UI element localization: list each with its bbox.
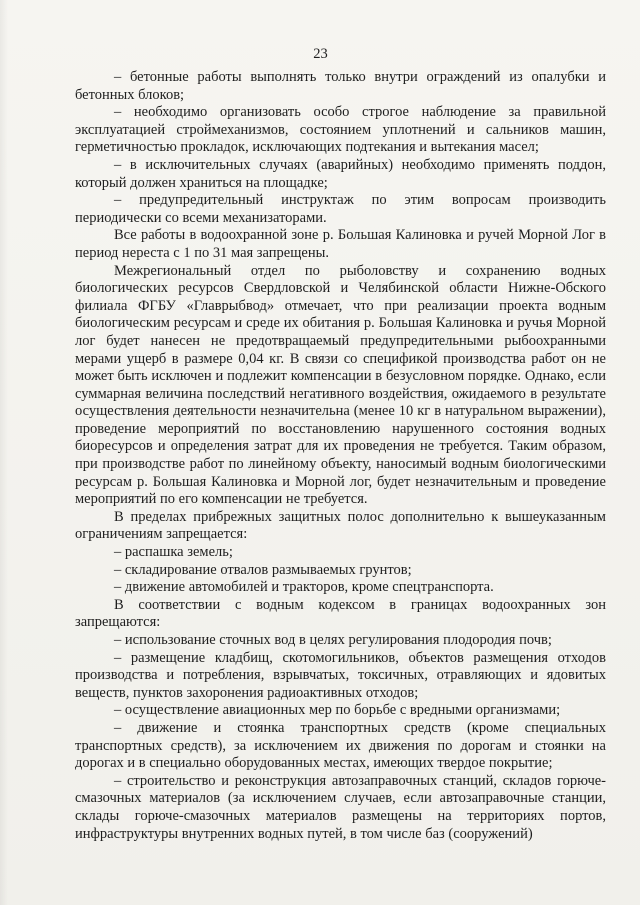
- page-edge-shadow: [0, 0, 8, 905]
- paragraph: – движение автомобилей и тракторов, кроме спецтранспорта.: [114, 579, 494, 596]
- paragraph: – движение и стоянка транспортных средств (кроме специальных транспортных средств), за исключением их движения по дорогам и стоянки на дорогах и в специально оборудованных местах, имеющих твердое покрытие;: [75, 719, 606, 772]
- paragraph: В соответствии с водным кодексом в границах водоохранных зон запрещаются:: [75, 596, 606, 631]
- page-number: 23: [313, 46, 328, 62]
- paragraph: – использование сточных вод в целях регулирования плодородия почв;: [114, 632, 552, 648]
- paragraph: Все работы в водоохранной зоне р. Большая Калиновка и ручей Морной Лог в период нереста с 1 по 31 мая запрещены.: [75, 227, 606, 261]
- paragraph: – осуществление авиационных мер по борьбе с вредными организмами;: [114, 702, 561, 719]
- document-body: [75, 69, 606, 843]
- paragraph: В пределах прибрежных защитных полос дополнительно к вышеуказанным ограничениям запрещается:: [75, 508, 606, 543]
- paragraph: – предупредительный инструктаж по этим вопросам производить периодически со всеми механизаторами.: [75, 192, 606, 226]
- paragraph: – бетонные работы выполнять только внутри ограждений из опалубки и бетонных блоков;: [75, 69, 606, 103]
- paragraph: – складирование отвалов размываемых грунтов;: [114, 561, 412, 578]
- paragraph: – размещение кладбищ, скотомогильников, объектов размещения отходов производства и потребления, взрывчатых, токсичных, отравляющих и ядовитых веществ, пунктов захоронения радиоактивных отходов;: [75, 649, 606, 701]
- paragraph: – необходимо организовать особо строгое наблюдение за правильной эксплуатацией строймеханизмов, состоянием уплотнений и сальников машин, герметичностью прокладок, исключающих подтекания и вытекания масел;: [75, 104, 606, 156]
- paragraph: Межрегиональный отдел по рыболовству и сохранению водных биологических ресурсов Свердловской и Челябинской области Нижне-Обского филиала ФГБУ «Главрыбвод» отмечает, что при реализации проекта водным биологическим ресурсам и среде их обитания р. Большая Калиновка и ручья Морной лог будет нанесен не предотвращаемый предупредительными рыбоохранными мерами ущерб в размере 0,04 кг. В связи со спецификой производства работ он не может быть исключен и подлежит компенсации в безусловном порядке. Однако, если суммарная величина последствий негативного воздействия, ожидаемого в результате осуществления деятельности незначительна (менее 10 кг в натуральном выражении), проведение мероприятий по восстановлению нарушенного состояния водных биоресурсов и определения затрат для их проведения не требуется. Таким образом, при производстве работ по линейному объекту, наносимый водным биологическими ресурсам р. Большая Калиновка и Морной лог, будет незначительным и проведение мероприятий по его компенсации не требуется.: [75, 262, 606, 508]
- paragraph: – строительство и реконструкция автозаправочных станций, складов горюче-смазочных материалов (за исключением случаев, если автозаправочные станции, склады горюче-смазочных материалов размещены на территориях портов, инфраструктуры внутренних водных путей, в том числе баз (сооружений): [75, 772, 606, 842]
- paragraph: – в исключительных случаях (аварийных) необходимо применять поддон, который должен храниться на площадке;: [75, 156, 606, 191]
- paragraph: – распашка земель;: [114, 544, 233, 561]
